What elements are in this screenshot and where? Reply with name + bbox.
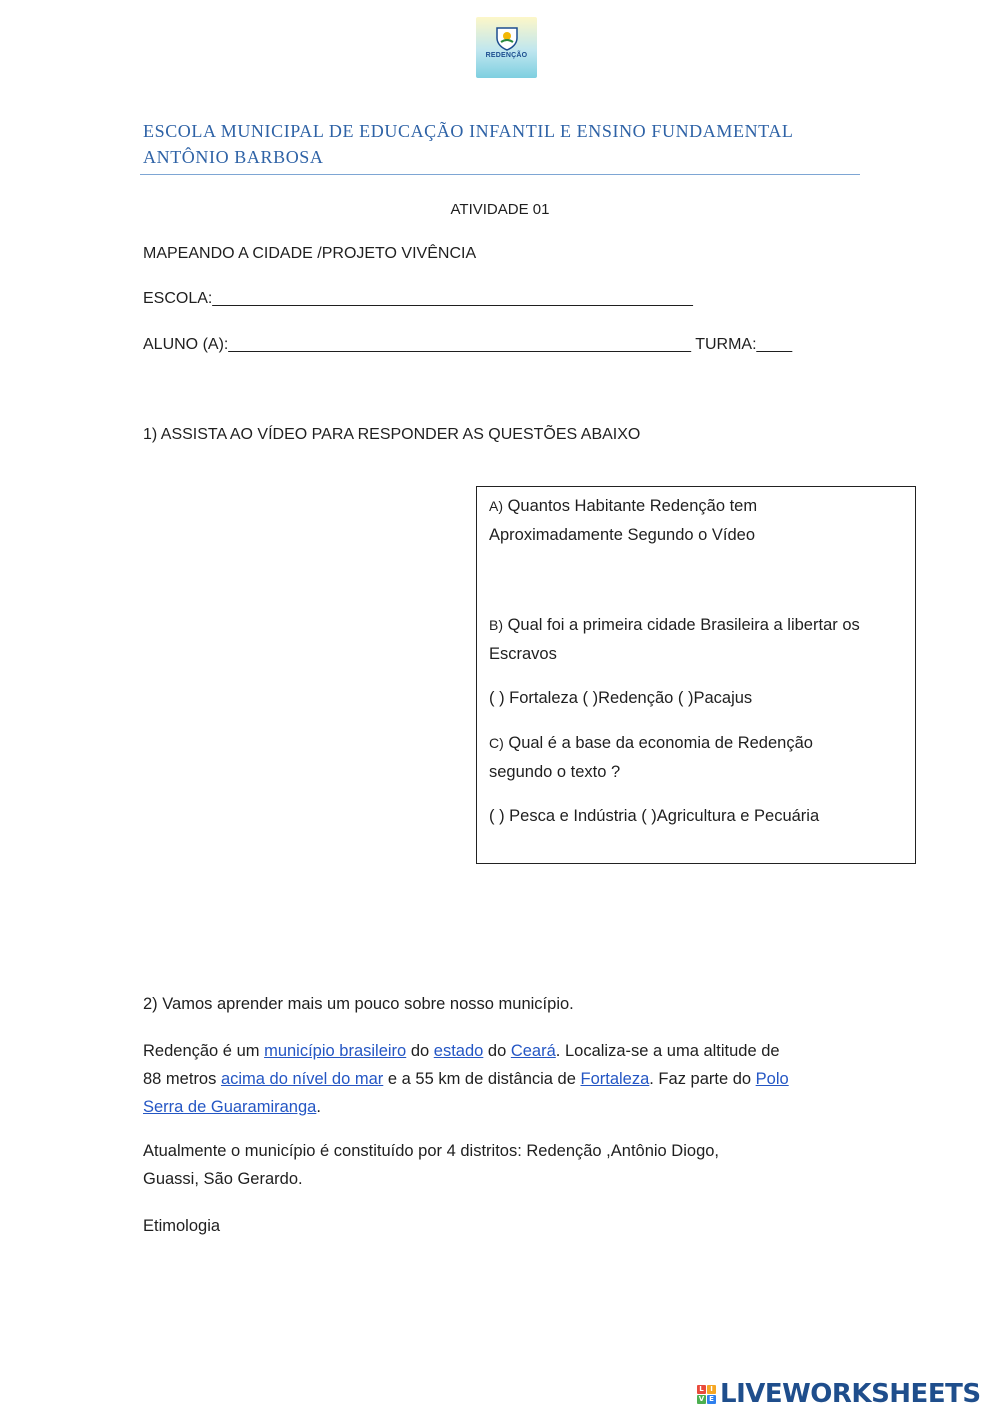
- link-estado[interactable]: estado: [433, 1042, 484, 1060]
- question-a-line2: Aproximadamente Segundo o Vídeo: [489, 526, 756, 544]
- link-acima-nivel-mar[interactable]: acima do nível do mar: [220, 1070, 384, 1088]
- q1-heading: 1) ASSISTA AO VÍDEO PARA RESPONDER AS QUESTÕES ABAIXO: [143, 426, 641, 443]
- p1-text-a: Redenção é um: [143, 1042, 265, 1060]
- p2-line1: Atualmente o município é constituído por 4 distritos: Redenção ,Antônio Diogo,: [143, 1142, 720, 1160]
- aluno-turma-field[interactable]: ALUNO (A):____________________________________________________ TURMA:____: [143, 336, 793, 353]
- question-a-prefix: A): [489, 498, 503, 514]
- question-c: [489, 729, 909, 787]
- p1-text-c: do: [483, 1042, 511, 1060]
- activity-subtitle: MAPEANDO A CIDADE /PROJETO VIVÊNCIA: [143, 245, 477, 262]
- question-b-line2: Escravos: [489, 645, 557, 663]
- p1-text-d: . Localiza-se a uma altitude de: [555, 1042, 780, 1060]
- liveworksheets-wordmark: LIVEWORKSHEETS: [720, 1379, 981, 1409]
- link-ceara[interactable]: Ceará: [510, 1042, 556, 1060]
- link-fortaleza[interactable]: Fortaleza: [580, 1070, 650, 1088]
- p1-text-g: . Faz parte do: [649, 1070, 756, 1088]
- p2-line2: Guassi, São Gerardo.: [143, 1170, 303, 1188]
- logo-caption: REDENÇÃO: [485, 52, 528, 59]
- question-b: [489, 611, 909, 669]
- liveworksheets-logo-icon: [697, 1385, 716, 1404]
- brand-grid-letter: V: [698, 1394, 705, 1403]
- q2-paragraph-2: [143, 1137, 863, 1193]
- school-name-line2: ANTÔNIO BARBOSA: [143, 147, 324, 167]
- p1-text-f: e a 55 km de distância de: [383, 1070, 581, 1088]
- question-a: [489, 492, 909, 550]
- question-c-line2: segundo o texto ?: [489, 763, 621, 781]
- question-b-line1: Qual foi a primeira cidade Brasileira a libertar os: [507, 616, 860, 634]
- question-b-options[interactable]: ( ) Fortaleza ( )Redenção ( )Pacajus: [489, 689, 753, 707]
- question-c-line1: Qual é a base da economia de Redenção: [508, 734, 813, 752]
- etimologia-heading: Etimologia: [143, 1217, 221, 1235]
- q2-paragraph-1: [143, 1037, 863, 1121]
- q2-heading: 2) Vamos aprender mais um pouco sobre nosso município.: [143, 995, 574, 1013]
- link-polo[interactable]: Polo: [755, 1070, 789, 1088]
- crest-icon: [494, 25, 520, 51]
- p1-text-b: do: [406, 1042, 434, 1060]
- link-serra-guaramiranga[interactable]: Serra de Guaramiranga: [143, 1098, 317, 1116]
- municipality-logo: [476, 17, 537, 78]
- liveworksheets-brand: [697, 1380, 981, 1408]
- p1-text-e: 88 metros: [143, 1070, 221, 1088]
- question-a-line1: Quantos Habitante Redenção tem: [507, 497, 758, 515]
- brand-grid-letter: E: [707, 1395, 716, 1404]
- p1-text-h: .: [316, 1098, 321, 1116]
- activity-title: ATIVIDADE 01: [450, 201, 550, 218]
- question-b-prefix: B): [489, 617, 503, 633]
- escola-field[interactable]: ESCOLA:______________________________________________________: [143, 290, 693, 307]
- header-divider: [140, 174, 860, 175]
- question-c-prefix: C): [489, 735, 504, 751]
- school-name-line1: ESCOLA MUNICIPAL DE EDUCAÇÃO INFANTIL E ENSINO FUNDAMENTAL: [143, 121, 794, 141]
- brand-grid-letter: L: [697, 1385, 706, 1394]
- link-municipio-brasileiro[interactable]: município brasileiro: [264, 1042, 407, 1060]
- question-c-options[interactable]: ( ) Pesca e Indústria ( )Agricultura e Pecuária: [489, 807, 820, 825]
- school-name: [143, 118, 863, 170]
- brand-grid-letter: I: [707, 1385, 716, 1394]
